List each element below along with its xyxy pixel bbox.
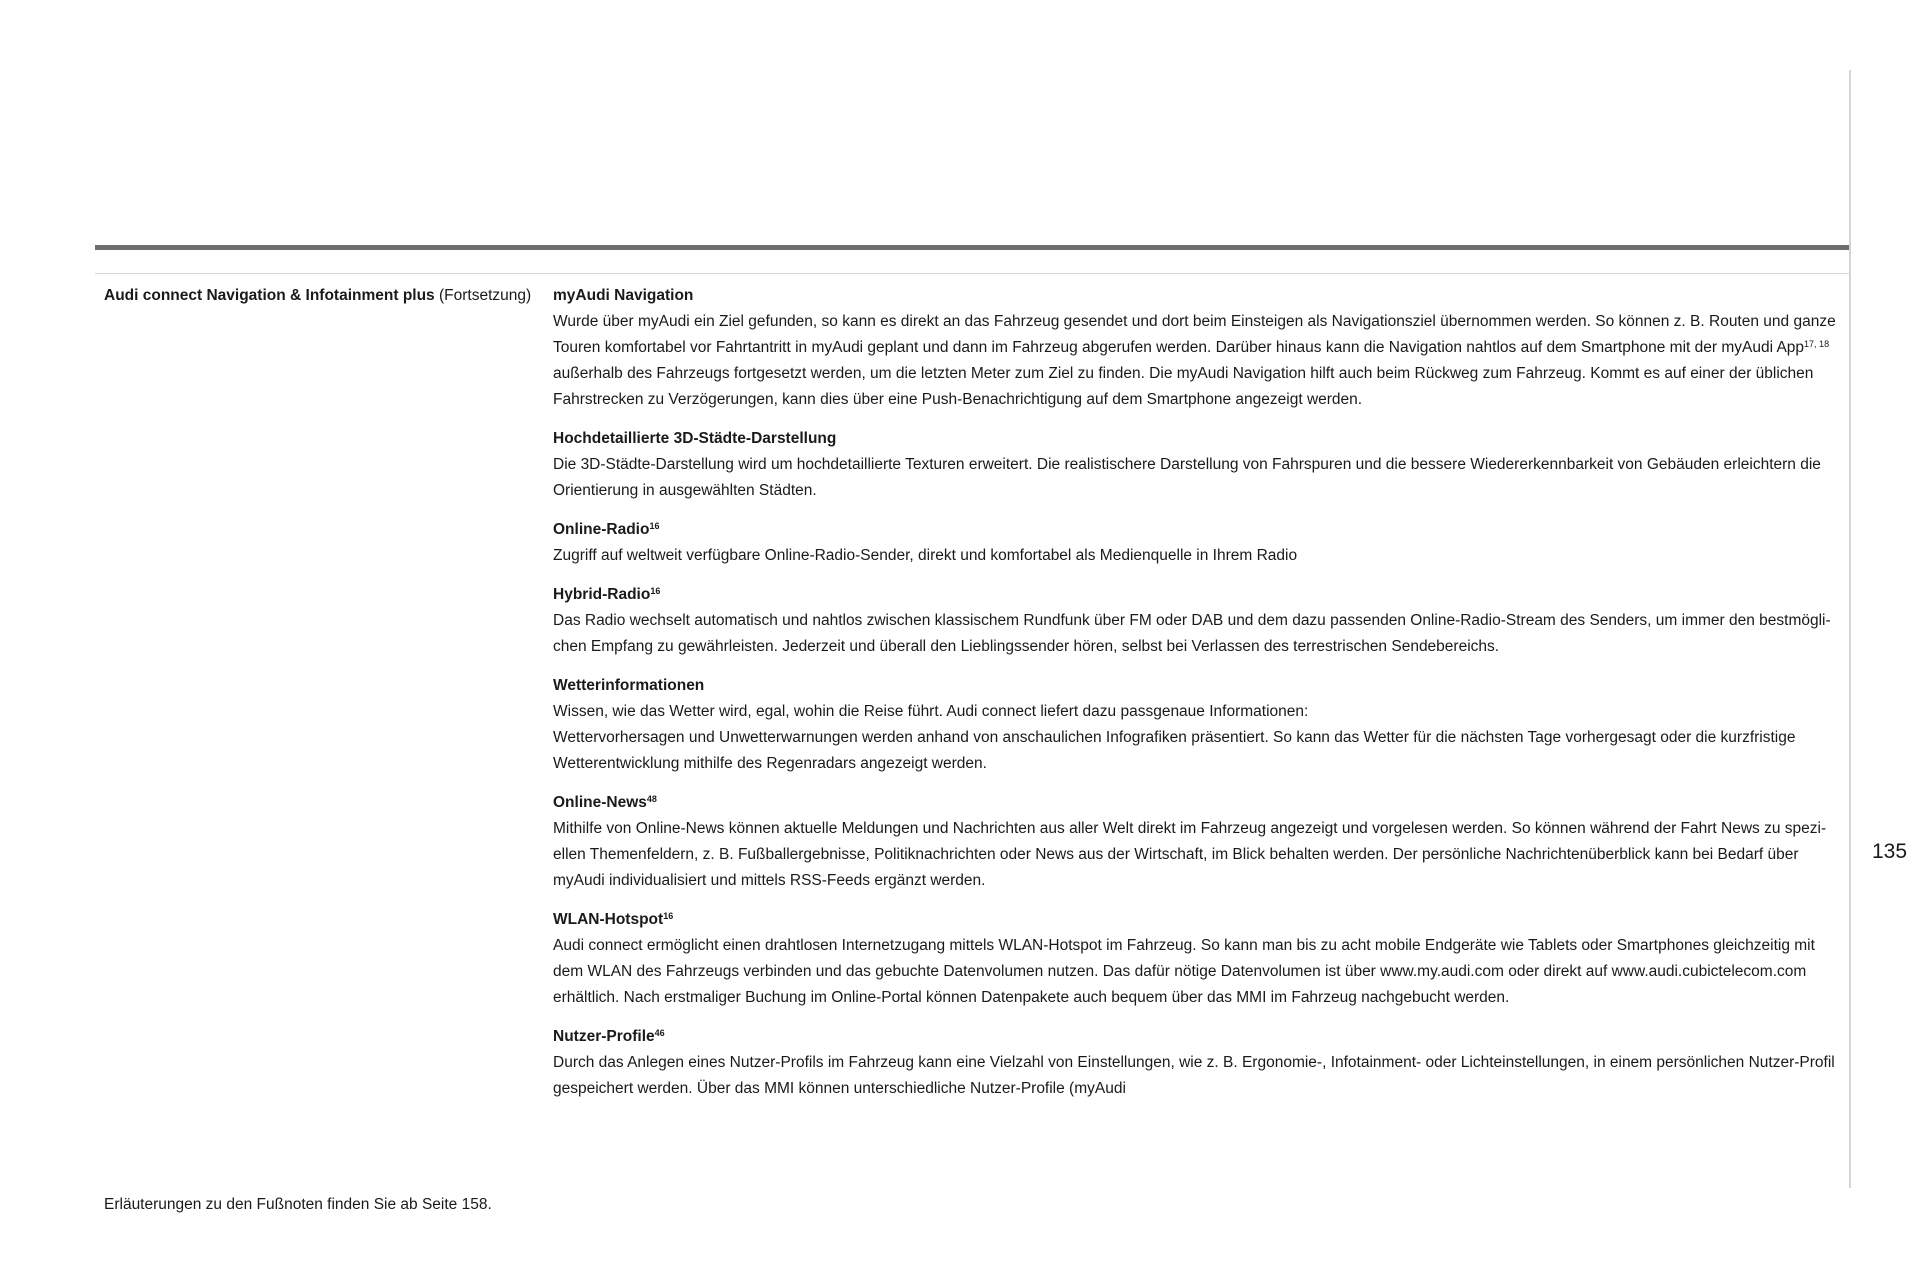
feature-description xyxy=(553,933,1838,1011)
feature-title xyxy=(553,582,1838,608)
footnote-ref: 16 xyxy=(649,521,660,531)
feature-description xyxy=(553,543,1838,569)
feature-section xyxy=(553,790,1838,894)
feature-title xyxy=(553,283,1838,309)
feature-title-text: WLAN-Hotspot xyxy=(553,911,664,928)
footnote-ref: 17, 18 xyxy=(1804,339,1830,349)
footnote-ref: 48 xyxy=(646,794,657,804)
feature-section xyxy=(553,283,1838,413)
footnote-ref: 16 xyxy=(663,911,674,921)
feature-section xyxy=(553,1024,1838,1102)
description-text: Wettervorhersagen und Unwetterwarnungen werden anhand von anschaulichen Infografiken präsentiert. So kann das Wetter für die nächsten Tage vorhergesagt oder die kurzfristige Wetterentwicklung mithilfe des Regenradars angezeigt werden. xyxy=(553,729,1796,772)
description-text: Die 3D-Städte-Darstellung wird um hochdetaillierte Texturen erweitert. Die realistischere Darstellung von Fahrspuren und die bessere Wiedererkennbarkeit von Gebäuden erleichtern die Orientierung in ausgewählten Städten. xyxy=(553,456,1821,499)
feature-description xyxy=(553,699,1838,725)
feature-title-text: Nutzer-Profile xyxy=(553,1028,655,1045)
description-text: Audi connect ermöglicht einen drahtlosen Internetzugang mittels WLAN-Hotspot im Fahrzeug. So kann man bis zu acht mobile Endgeräte wie Tablets oder Smartphones gleichzeitig mit dem WLAN des Fahrzeugs verbinden und das gebuchte Datenvolumen nutzen. Das dafür nötige Datenvolumen ist über www.my.audi.com oder direkt auf www.audi.cubictelecom.com erhältlich. Nach erstmaliger Buchung im Online-Portal können Datenpakete auch bequem über das MMI im Fahrzeug nachgebucht werden. xyxy=(553,937,1815,1006)
feature-section xyxy=(553,673,1838,777)
page-number: 135 xyxy=(1872,840,1908,863)
feature-title xyxy=(553,426,1838,452)
feature-description xyxy=(553,309,1838,413)
feature-title xyxy=(553,790,1838,816)
description-text: Wurde über myAudi ein Ziel gefunden, so kann es direkt an das Fahrzeug gesendet und dort beim Einsteigen als Navigationsziel übernommen werden. So können z. B. Routen und ganze Touren komfortabel vor Fahrtantritt in myAudi geplant und dann im Fahrzeug abgerufen werden. Darüber hinaus kann die Navigation nahtlos auf dem Smartphone mit der myAudi App xyxy=(553,313,1836,356)
description-text: außerhalb des Fahrzeugs fortgesetzt werden, um die letzten Meter zum Ziel zu finden. Die myAudi Navigation hilft auch beim Rückweg zum Fahrzeug. Kommt es auf einer der üblichen Fahrstrecken zu Verzögerungen, kann dies über eine Push-Benachrichtigung auf dem Smartphone angezeigt werden. xyxy=(553,365,1814,408)
feature-title-text: Hochdetaillierte 3D-Städte-Darstellung xyxy=(553,430,837,447)
feature-title-text: Wetterinformationen xyxy=(553,677,705,694)
footnote-note: Erläuterungen zu den Fußnoten finden Sie ab Seite 158. xyxy=(104,1196,492,1213)
feature-description xyxy=(553,725,1838,777)
description-text: Mithilfe von Online-News können aktuelle Meldungen und Nachrichten aus aller Welt direkt im Fahrzeug angezeigt und vorgelesen werden. So können während der Fahrt News zu speziellen Themenfeldern, z. B. Fußballergebnisse, Politiknachrichten oder News aus der Wirtschaft, im Blick behalten werden. Der persönliche Nachrichtenüberblick kann bei Bedarf über myAudi individualisiert und mittels RSS-Feeds ergänzt werden. xyxy=(553,820,1827,889)
description-text: Zugriff auf weltweit verfügbare Online-Radio-Sender, direkt und komfortabel als Medienquelle in Ihrem Radio xyxy=(553,547,1298,564)
feature-title-text: Online-News xyxy=(553,794,647,811)
section-heading-suffix: (Fortsetzung) xyxy=(439,287,532,304)
feature-title xyxy=(553,673,1838,699)
footnote-ref: 46 xyxy=(654,1028,665,1038)
feature-title xyxy=(553,517,1838,543)
right-page-border xyxy=(1849,70,1851,1188)
footnote-ref: 16 xyxy=(650,586,661,596)
feature-section xyxy=(553,582,1838,660)
description-text: Wissen, wie das Wetter wird, egal, wohin die Reise führt. Audi connect liefert dazu passgenaue Informationen: xyxy=(553,703,1309,720)
feature-description xyxy=(553,1050,1838,1102)
feature-section xyxy=(553,426,1838,504)
feature-description xyxy=(553,816,1838,894)
section-heading xyxy=(104,285,544,307)
feature-title-text: myAudi Navigation xyxy=(553,287,694,304)
feature-title xyxy=(553,1024,1838,1050)
section-heading-title: Audi connect Navigation & Infotainment plus xyxy=(104,287,435,304)
feature-list xyxy=(553,283,1838,1115)
header-divider xyxy=(95,245,1851,250)
feature-title-text: Hybrid-Radio xyxy=(553,586,651,603)
feature-description xyxy=(553,608,1838,660)
feature-title-text: Online-Radio xyxy=(553,521,650,538)
feature-title xyxy=(553,907,1838,933)
feature-section xyxy=(553,907,1838,1011)
feature-section xyxy=(553,517,1838,569)
description-text: Durch das Anlegen eines Nutzer-Profils im Fahrzeug kann eine Vielzahl von Einstellungen, wie z. B. Ergonomie-, Infotainment- oder Lichteinstellungen, in einem persönlichen Nutzer-Profil gespeichert werden. Über das MMI können unterschiedliche Nutzer-Profile (myAudi xyxy=(553,1054,1835,1097)
feature-description xyxy=(553,452,1838,504)
content-divider xyxy=(95,273,1851,274)
description-text: Das Radio wechselt automatisch und nahtlos zwischen klassischem Rundfunk über FM oder DAB und dem dazu passenden Online-Radio-Stream des Senders, um immer den bestmöglichen Empfang zu gewährleisten. Jederzeit und überall den Lieblingssender hören, selbst bei Verlassen des terrestrischen Sendebereichs. xyxy=(553,612,1831,655)
